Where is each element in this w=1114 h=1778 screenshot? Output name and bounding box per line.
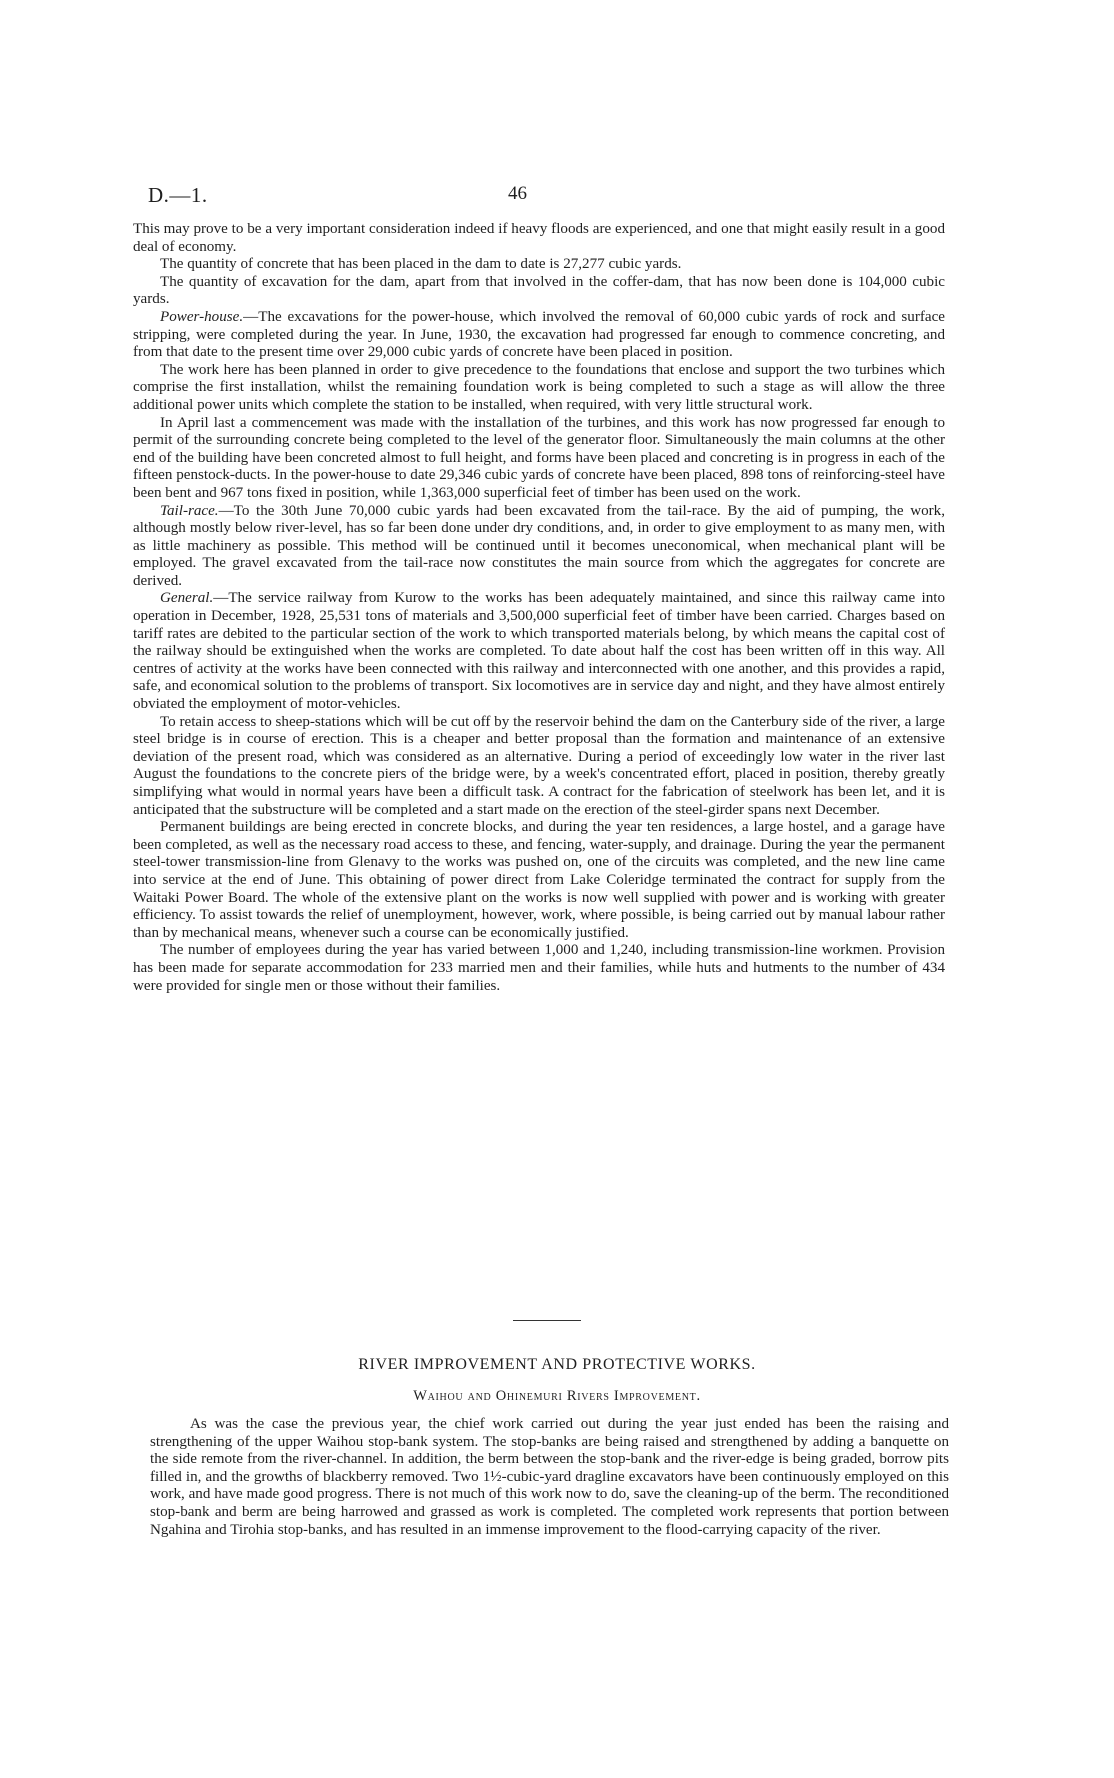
page-number: 46 — [508, 183, 527, 204]
paragraph-lead: General. — [160, 590, 214, 607]
subsection-title: Waihou and Ohinemuri Rivers Improvement. — [413, 1388, 701, 1404]
paragraph — [133, 503, 945, 591]
paragraph — [133, 415, 945, 503]
paragraph — [133, 256, 945, 274]
paragraph — [133, 714, 945, 820]
page-header — [148, 183, 948, 213]
paragraph-text: This may prove to be a very important consideration indeed if heavy floods are experienced, and one that might easily result in a good deal of economy. — [133, 221, 945, 255]
paragraph-text: The quantity of excavation for the dam, apart from that involved in the coffer-dam, that has now been done is 104,000 cubic yards. — [133, 273, 945, 308]
paragraph — [133, 309, 945, 362]
section-divider — [513, 1320, 581, 1321]
paragraph-text: In April last a commencement was made with the installation of the turbines, and this work has now progressed far enough to permit of the surrounding concrete being completed to the level of the generator floor. Simultaneously the main columns at the other end of the building have been concreted almost to full height, and forms have been placed and concreting is in progress in each of the fifteen penstock-ducts. In the power-house to date 29,346 cubic yards of concrete have been placed, 898 tons of reinforcing-steel have been bent and 967 tons fixed in position, while 1,363,000 superficial feet of timber has been used on the work. — [133, 414, 945, 501]
paragraph-text: The work here has been planned in order to give precedence to the foundations that enclose and support the two turbines which comprise the first installation, whilst the remaining foundation work is being completed to such a stage as will allow the three additional power units which complete the station to be installed, when required, with very little structural work. — [133, 361, 945, 413]
paragraph-text: —To the 30th June 70,000 cubic yards had been excavated from the tail-race. By the aid of pumping, the work, although mostly below river-level, has so far been done under dry conditions, and, in order to give employment to as many men, with as little machinery as possible. This method will be continued until it becomes uneconomical, when mechanical plant will be employed. The gravel excavated from the tail-race now constitutes the main source from which the aggregates for concrete are derived. — [133, 502, 945, 589]
paragraph-text: The number of employees during the year has varied between 1,000 and 1,240, including transmission-line workmen. Provision has been made for separate accommodation for 233 married men and their families, while huts and hutments to the number of 434 were provided for single men or those without their families. — [133, 942, 945, 994]
paragraph-lead: Power-house. — [160, 308, 244, 325]
paragraph-text: Permanent buildings are being erected in concrete blocks, and during the year ten residences, a large hostel, and a garage have been completed, as well as the necessary road access to these, and fencing, water-supply, and drainage. During the year the permanent steel-tower transmission-line from Glenavy to the works was pushed on, one of the circuits was completed, and the new line came into service at the end of June. This obtaining of power direct from Lake Coleridge terminated the contract for supply from the Waitaki Power Board. The whole of the extensive plant on the works is now well supplied with power and is working with greater efficiency. To assist towards the relief of unemployment, however, work, where possible, is being carried out by manual labour rather than by mechanical means, whenever such a course can be economically justified. — [133, 819, 945, 941]
paragraph — [150, 1416, 949, 1539]
document-code: D.—1. — [148, 183, 208, 207]
paragraph-text: —The service railway from Kurow to the works has been adequately maintained, and since this railway came into operation in December, 1928, 25,531 tons of materials and 3,500,000 superficial feet of timber have been carried. Charges based on tariff rates are debited to the particular section of the work to which transported materials belong, by which means the capital cost of the railway should be extinguished when the works are completed. To date about half the cost has been written off in this way. All centres of activity at the works have been connected with this railway and interconnected with one another, and this provides a rapid, safe, and economical solution to the problems of transport. Six locomotives are in service day and night, and they have almost entirely obviated the employment of motor-vehicles. — [133, 590, 945, 713]
paragraph — [133, 590, 945, 713]
paragraph-text: —The excavations for the power-house, which involved the removal of 60,000 cubic yards of rock and surface stripping, were completed during the year. In June, 1930, the excavation had progressed far enough to commence concreting, and from that date to the present time over 29,000 cubic yards of concrete have been placed in position. — [133, 308, 945, 361]
paragraph — [133, 819, 945, 942]
paragraph — [133, 221, 945, 256]
paragraph-text: As was the case the previous year, the chief work carried out during the year just ended has been the raising and strengthening of the upper Waihou stop-bank system. The stop-banks are being raised and strengthened by adding a banquette on the side remote from the river-channel. In addition, the berm between the stop-bank and the river-edge is being graded, borrow pits filled in, and the growths of blackberry removed. Two 1½-cubic-yard dragline excavators have been continuously employed on this work, and have made good progress. There is not much of this work now to do, save the cleaning-up of the berm. The reconditioned stop-bank and berm are being harrowed and grassed as work is completed. The completed work represents that portion between Ngahina and Tirohia stop-banks, and has resulted in an immense improvement to the flood-carrying capacity of the river. — [150, 1416, 949, 1538]
paragraph — [133, 362, 945, 415]
paragraph-text: The quantity of concrete that has been placed in the dam to date is 27,277 cubic yards. — [160, 256, 682, 273]
body-text — [133, 221, 945, 995]
river-section-text — [150, 1416, 949, 1539]
paragraph-text: To retain access to sheep-stations which will be cut off by the reservoir behind the dam on the Canterbury side of the river, a large steel bridge is in course of erection. This is a cheaper and better proposal than the formation and maintenance of an extensive deviation of the present road, which was considered as an alternative. During a period of exceedingly low water in the river last August the foundations to the concrete piers of the bridge were, by a week's concentrated effort, placed in position, thereby greatly simplifying what would in normal years have been a difficult task. A contract for the fabrication of steelwork has been let, and it is anticipated that the substructure will be completed and a start made on the erection of the steel-girder spans next December. — [133, 713, 945, 818]
paragraph-lead: Tail-race. — [160, 502, 219, 519]
paragraph — [133, 942, 945, 995]
paragraph — [133, 274, 945, 309]
section-title: RIVER IMPROVEMENT AND PROTECTIVE WORKS. — [358, 1356, 756, 1373]
